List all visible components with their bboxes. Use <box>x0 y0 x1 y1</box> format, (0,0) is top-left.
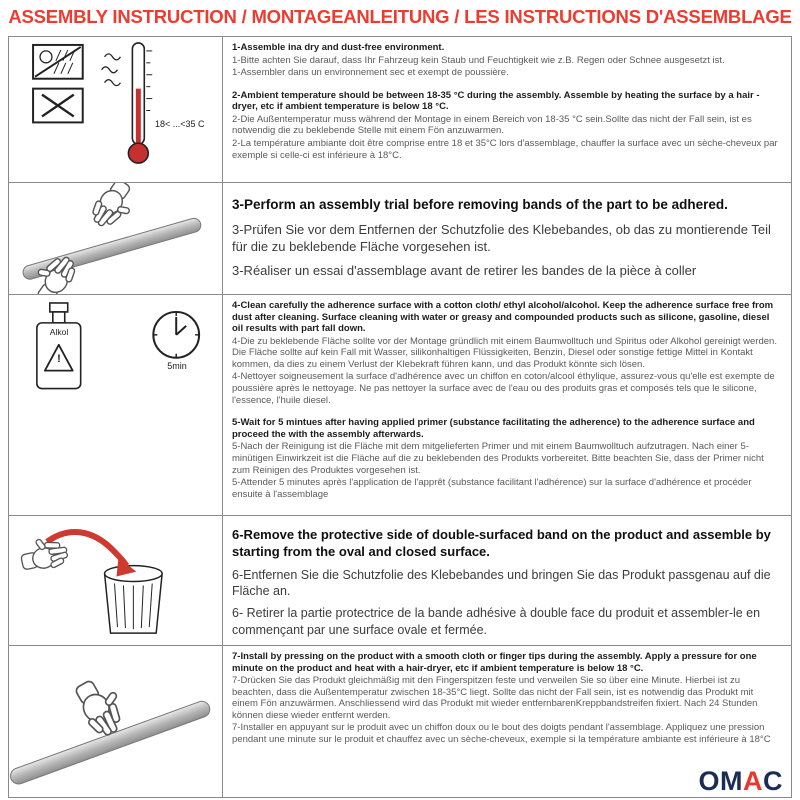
omac-logo <box>699 768 784 795</box>
instruction-text-en: 2-Ambient temperature should be between 18-35 °C during the assembly. Assemble by heating the surface by a hair -dryer, etc if ambient temperature is below 18 °C. <box>232 89 760 113</box>
illustration-cell <box>9 37 223 182</box>
instruction-text-de: 1-Bitte achten Sie darauf, dass Ihr Fahrzeug kein Staub und Feuchtigkeit wie z.B. Regen oder Schnee ausgesetzt ist. <box>232 54 725 66</box>
instruction-text-de: 3-Prüfen Sie vor dem Entfernen der Schutzfolie des Klebebandes, ob das zu montierende Teil für die zu beklebende Fläche vorgesehen ist. <box>232 221 771 254</box>
logo-text-c: C <box>763 766 783 796</box>
illustration-cell <box>9 183 223 294</box>
illustration-cell <box>9 646 223 797</box>
text-cell <box>223 37 791 182</box>
text-cell <box>223 516 791 645</box>
alcohol-label: Alkol <box>49 327 69 337</box>
press-install-illustration <box>9 646 222 797</box>
temperature-range-label: 18< ...<35 C <box>155 119 205 129</box>
instruction-text-fr: 4-Nettoyer soigneusement la surface d'adhérence avec un chiffon en coton/alcool éthylique, assurez-vous qu'elle est exempte de poussière après le nettoyage. Ne pas nettoyer la surface avec de l'eau ou des produits gras et composés tels que le silicone, l'essence, l'huile diesel. <box>232 371 775 406</box>
instruction-table <box>8 36 792 798</box>
thermometer-icon <box>128 43 152 163</box>
instruction-text-de: 5-Nach der Reinigung ist die Fläche mit dem mitgelieferten Primer und mit einem Baumwolltuch aufzutragen. Nach einer 5-minütigen Einwirkzeit ist die Fläche auf die zu beklebenden des Produkts vorbereitet. Bitte beachten Sie, dass der Primer nicht zum Reinigen des Produktes vorgesehen ist. <box>232 441 764 476</box>
assembly-trial-illustration <box>9 183 222 294</box>
row-assembly-trial <box>9 183 791 295</box>
no-snow-pictogram <box>33 89 83 123</box>
exclamation-mark: ! <box>57 353 61 365</box>
trash-can-icon <box>105 566 163 633</box>
instruction-text-de: 7-Drücken Sie das Produkt gleichmäßig mit den Fingerspitzen feste und verweilen Sie so über eine Minute. Hierbei ist zu beachten, dass die Außentemperatur zwischen 18-35°C liegt. Sollte das nicht der Fall sein, ist es notwendig das Produkt mit einem Fön anzuwärmen. Anschliessend wird das Produkt mit wieder entfernbarenKreppbandstreifen fixiert. Nach 24 Stunden können diese wieder entfernt werden. <box>232 675 758 721</box>
logo-text-om: OM <box>698 766 743 796</box>
instruction-text-en: 6-Remove the protective side of double-surfaced band on the product and assemble by starting from the oval and closed surface. <box>232 527 771 559</box>
instruction-text-en: 4-Clean carefully the adherence surface with a cotton cloth/ ethyl alcohol/alcohol. Keep the adherence surface free from dust after cleaning. Surface cleaning with water or greasy and compounded products such as silicone, gasoline, diesel oil results with part fall down. <box>232 300 774 335</box>
instruction-text-en: 5-Wait for 5 mintues after having applied primer (substance facilitating the adherence) to the adherence surface and proceed the with the assembly afterwards. <box>232 417 755 440</box>
text-cell <box>223 295 791 515</box>
instruction-text-en: 1-Assemble ina dry and dust-free environment. <box>232 42 445 53</box>
row-remove-band <box>9 516 791 646</box>
spacer <box>232 80 781 90</box>
no-rain-pictogram <box>33 45 83 79</box>
text-cell <box>223 646 791 797</box>
text-cell <box>223 183 791 294</box>
hand-icon <box>86 183 142 235</box>
instruction-text-en: 7-Install by pressing on the product with a smooth cloth or finger tips during the assembly. Apply a pressure for one minute on the product and heat with a hair-dryer, etc if ambient temperature is below 18 °C. <box>232 651 757 674</box>
instruction-text-fr: 3-Réaliser un essai d'assemblage avant de retirer les bandes de la pièce à coller <box>232 263 697 279</box>
instruction-text-fr: 7-Installer en appuyant sur le produit avec un chiffon doux ou le bout des doigts pendant l'assemblage. Appliquez une pression pendant une minute sur le produit et chauffez avec un sèche-cheveux, exemple si la température ambiante est inférieure à 18°C <box>232 722 771 746</box>
five-minutes-label: 5min <box>167 361 187 371</box>
instruction-text-fr: 1-Assembler dans un environnement sec et exempt de poussière. <box>232 67 509 79</box>
instruction-text-fr: 5-Attender 5 minutes après l'application de l'apprêt (substance facilitant l'adhérence) sur la surface d'adhérence et procéder ensuite à l'assemblage <box>232 477 752 500</box>
spacer <box>232 407 781 417</box>
row-clean-primer <box>9 295 791 516</box>
page-title: ASSEMBLY INSTRUCTION / MONTAGEANLEITUNG / LES INSTRUCTIONS D'ASSEMBLAGE <box>8 6 792 27</box>
heat-waves-icon <box>102 54 121 86</box>
clock-icon <box>153 312 199 358</box>
instruction-text-de: 2-Die Außentemperatur muss während der Montage in einem Bereich von 18-35 °C sein.Sollte das nicht der Fall sein, ist es notwendig die zu beklebende Stelle mit einem Fön anzuwarmen. <box>232 113 752 137</box>
instruction-text-fr: 6- Retirer la partie protectrice de la bande adhésive à double face du produit et assembler-le en commençant par une surface ovale et fermée. <box>232 606 761 637</box>
instruction-text-fr: 2-La température ambiante doit être comprise entre 18 et 35°C lors d'assemblage, chauffer la surface avec un sèche-cheveux par exemple si celle-ci est inférieure à 18°C. <box>232 138 778 161</box>
instruction-text-en: 3-Perform an assembly trial before removing bands of the part to be adhered. <box>232 197 728 212</box>
instruction-text-de: 4-Die zu beklebende Fläche sollte vor der Montage gründlich mit einem Baumwolltuch und Spiritus oder Alkohol gereinigt werden. Die Fläche sollte auf kein Fall mit Wasser, silikonhaltigen Flüssigkeiten, Benzin, Diesel oder sonstige fettige Mittel in Kontakt kommen, da dies zu einem Verlust der Klebekraft führen kann, und das Produkt könnte sich lösen. <box>232 335 777 370</box>
row-environment-temperature <box>9 37 791 183</box>
row-press-install <box>9 646 791 797</box>
illustration-cell <box>9 516 223 645</box>
logo-text-a: A <box>743 766 763 796</box>
hand-icon <box>18 533 70 574</box>
instruction-text-de: 6-Entfernen Sie die Schutzfolie des Klebebandes und bringen Sie das Produkt passgenau auf die Fläche an. <box>232 567 771 599</box>
environment-illustration <box>9 37 222 182</box>
illustration-cell <box>9 295 223 515</box>
remove-band-illustration <box>9 516 222 645</box>
